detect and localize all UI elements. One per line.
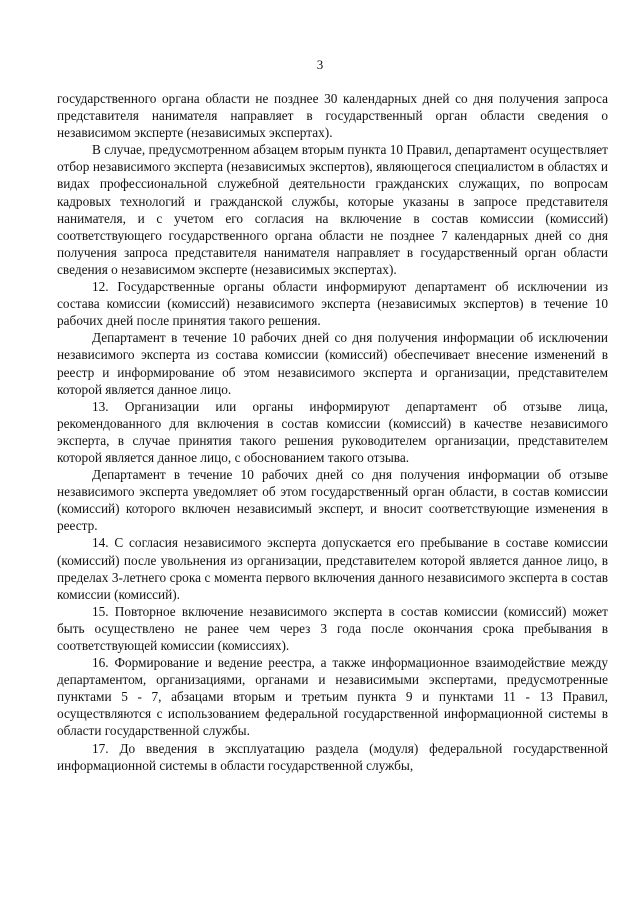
paragraph-12-second-part: Департамент в течение 10 рабочих дней со дня получения информации об исключении независимого эксперта из состава комиссии (комиссий) обеспечивает внесение изменений в реестр и информирование об этом независимого эксперта и организации, представителем которой является данное лицо. — [57, 330, 608, 397]
paragraph-15: 15. Повторное включение независимого эксперта в состав комиссии (комиссий) может быть осуществлено не ранее чем через 3 года после окончания срока пребывания в соответствующей комиссии (комиссиях). — [57, 603, 608, 653]
body-text — [57, 90, 608, 774]
paragraph-13: 13. Организации или органы информируют департамент об отзыве лица, рекомендованного для включения в состав комиссии (комиссий) в качестве независимого эксперта, в случае принятия такого решения руководителем организации, представителем которой является данное лицо, с обоснованием такого отзыва. — [57, 398, 608, 465]
paragraph-13-second-part: Департамент в течение 10 рабочих дней со дня получения информации об отзыве независимого эксперта уведомляет об этом государственный орган области, в состав комиссии (комиссий) которого включен независимый эксперт, и вносит соответствующие изменения в реестр. — [57, 467, 608, 534]
paragraph-16: 16. Формирование и ведение реестра, а также информационное взаимодействие между департаментом, организациями, органами и независимыми экспертами, предусмотренные пунктами 5 - 7, абзацами вторым и третьим пункта 9 и пунктами 11 - 13 Правил, осуществляются с использованием федеральной государственной информационной системы в области государственной службы. — [57, 655, 608, 739]
paragraph-12: 12. Государственные органы области информируют департамент об исключении из состава комиссии (комиссий) независимого эксперта (независимых экспертов) в течение 10 рабочих дней после принятия такого решения. — [57, 279, 608, 329]
paragraph-14: 14. С согласия независимого эксперта допускается его пребывание в составе комиссии (комиссий) после увольнения из организации, представителем которой является данное лицо, в пределах 3-летнего срока с момента первого включения данного независимого эксперта в состав комиссии (комиссий). — [57, 535, 608, 602]
paragraph-17: 17. До введения в эксплуатацию раздела (модуля) федеральной государственной информационной системы в области государственной службы, — [57, 740, 608, 773]
paragraph-11-second-part: В случае, предусмотренном абзацем вторым пункта 10 Правил, департамент осуществляет отбор независимого эксперта (независимых экспертов), являющегося специалистом в областях и видах профессиональной служебной деятельности гражданских служащих, по вопросам кадровых технологий и гражданской службы, которые указаны в запросе представителя нанимателя, и с учетом его согласия на включение в состав комиссии (комиссий) соответствующего государственного органа области не позднее 7 календарных дней со дня получения запроса представителя нанимателя направляет в государственный орган области сведения о независимом эксперте (независимых экспертах). — [57, 142, 608, 277]
page-number: 3 — [316, 57, 324, 72]
paragraph-continuation: государственного органа области не позднее 30 календарных дней со дня получения запроса представителя нанимателя направляет в государственный орган области сведения о независимом эксперте (независимых экспертах). — [57, 91, 608, 141]
